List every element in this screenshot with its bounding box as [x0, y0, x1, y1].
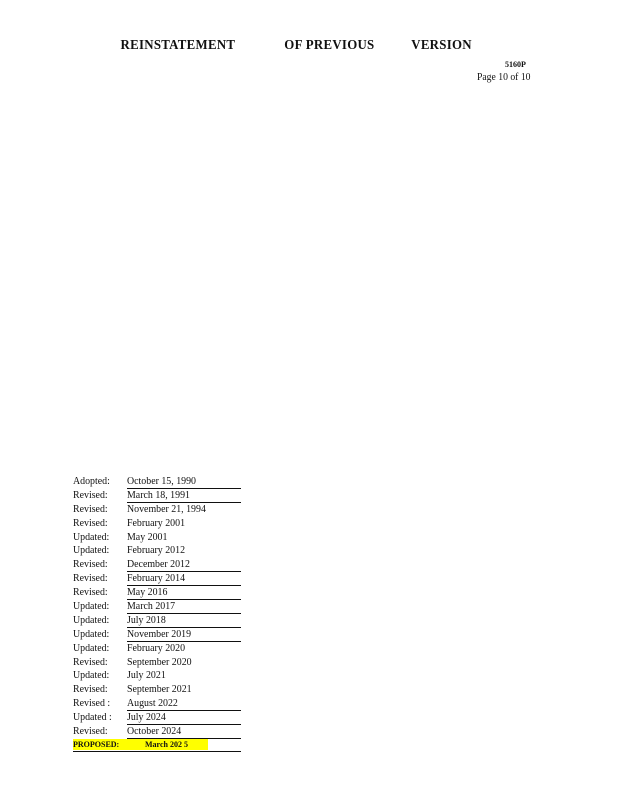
history-row	[73, 531, 241, 545]
history-row	[73, 544, 241, 558]
history-row	[73, 683, 241, 697]
history-row	[73, 642, 241, 656]
history-date: October 2024	[127, 725, 182, 738]
title-word: OF PREVIOUS	[284, 38, 375, 53]
history-row	[73, 669, 241, 683]
history-date: December 2012	[127, 558, 190, 571]
history-date: February 2014	[127, 572, 186, 585]
history-row	[73, 503, 241, 517]
history-label: Adopted:	[73, 475, 110, 487]
history-label: Revised:	[73, 725, 108, 738]
history-date: February 2012	[127, 544, 186, 557]
history-date: March 18, 1991	[127, 488, 190, 501]
history-date: September 2021	[127, 683, 192, 696]
history-label: Updated:	[73, 613, 110, 626]
history-date: September 2020	[127, 655, 192, 668]
history-row	[73, 600, 241, 614]
history-label: Revised:	[73, 683, 108, 696]
history-label: Revised:	[73, 502, 108, 515]
history-date: November 21, 1994	[127, 502, 206, 515]
history-date: March 2017	[127, 600, 176, 613]
title-word: REINSTATEMENT	[120, 38, 236, 53]
history-label: Updated :	[73, 711, 112, 724]
history-label: Updated:	[73, 600, 110, 613]
history-row	[73, 656, 241, 670]
page-number: Page 10 of 10	[477, 71, 531, 83]
history-date: May 2001	[127, 530, 168, 543]
history-label: Revised :	[73, 697, 111, 710]
history-date: July 2018	[127, 613, 166, 626]
history-label: Updated:	[73, 627, 110, 640]
history-row	[73, 475, 241, 489]
history-label: Revised:	[73, 655, 108, 668]
history-date: July 2024	[127, 711, 166, 724]
history-row	[73, 628, 241, 642]
history-date: November 2019	[127, 627, 192, 640]
proposed-date: March 202 5	[145, 739, 188, 749]
history-row	[73, 725, 241, 739]
history-date: February 2001	[127, 516, 186, 529]
policy-code: 5160P	[505, 60, 526, 69]
revision-history	[73, 475, 241, 752]
history-date: October 15, 1990	[127, 475, 197, 487]
history-label: Updated:	[73, 641, 110, 654]
history-label: Revised:	[73, 558, 108, 571]
history-date: February 2020	[127, 641, 186, 654]
proposed-label: PROPOSED:	[73, 739, 120, 749]
history-row	[73, 614, 241, 628]
history-row	[73, 558, 241, 572]
document-title	[0, 38, 569, 58]
proposed-row	[73, 739, 241, 752]
history-label: Revised:	[73, 572, 108, 585]
history-label: Revised:	[73, 586, 108, 599]
history-row	[73, 517, 241, 531]
history-row	[73, 711, 241, 725]
history-label: Revised:	[73, 488, 108, 501]
history-row	[73, 586, 241, 600]
history-label: Revised:	[73, 516, 108, 529]
history-date: July 2021	[127, 669, 166, 682]
history-label: Updated:	[73, 530, 110, 543]
history-row	[73, 489, 241, 503]
history-row	[73, 697, 241, 711]
history-label: Updated:	[73, 544, 110, 557]
title-word: VERSION	[411, 38, 472, 53]
history-row	[73, 572, 241, 586]
history-date: August 2022	[127, 697, 178, 710]
history-label: Updated:	[73, 669, 110, 682]
history-date: May 2016	[127, 586, 168, 599]
